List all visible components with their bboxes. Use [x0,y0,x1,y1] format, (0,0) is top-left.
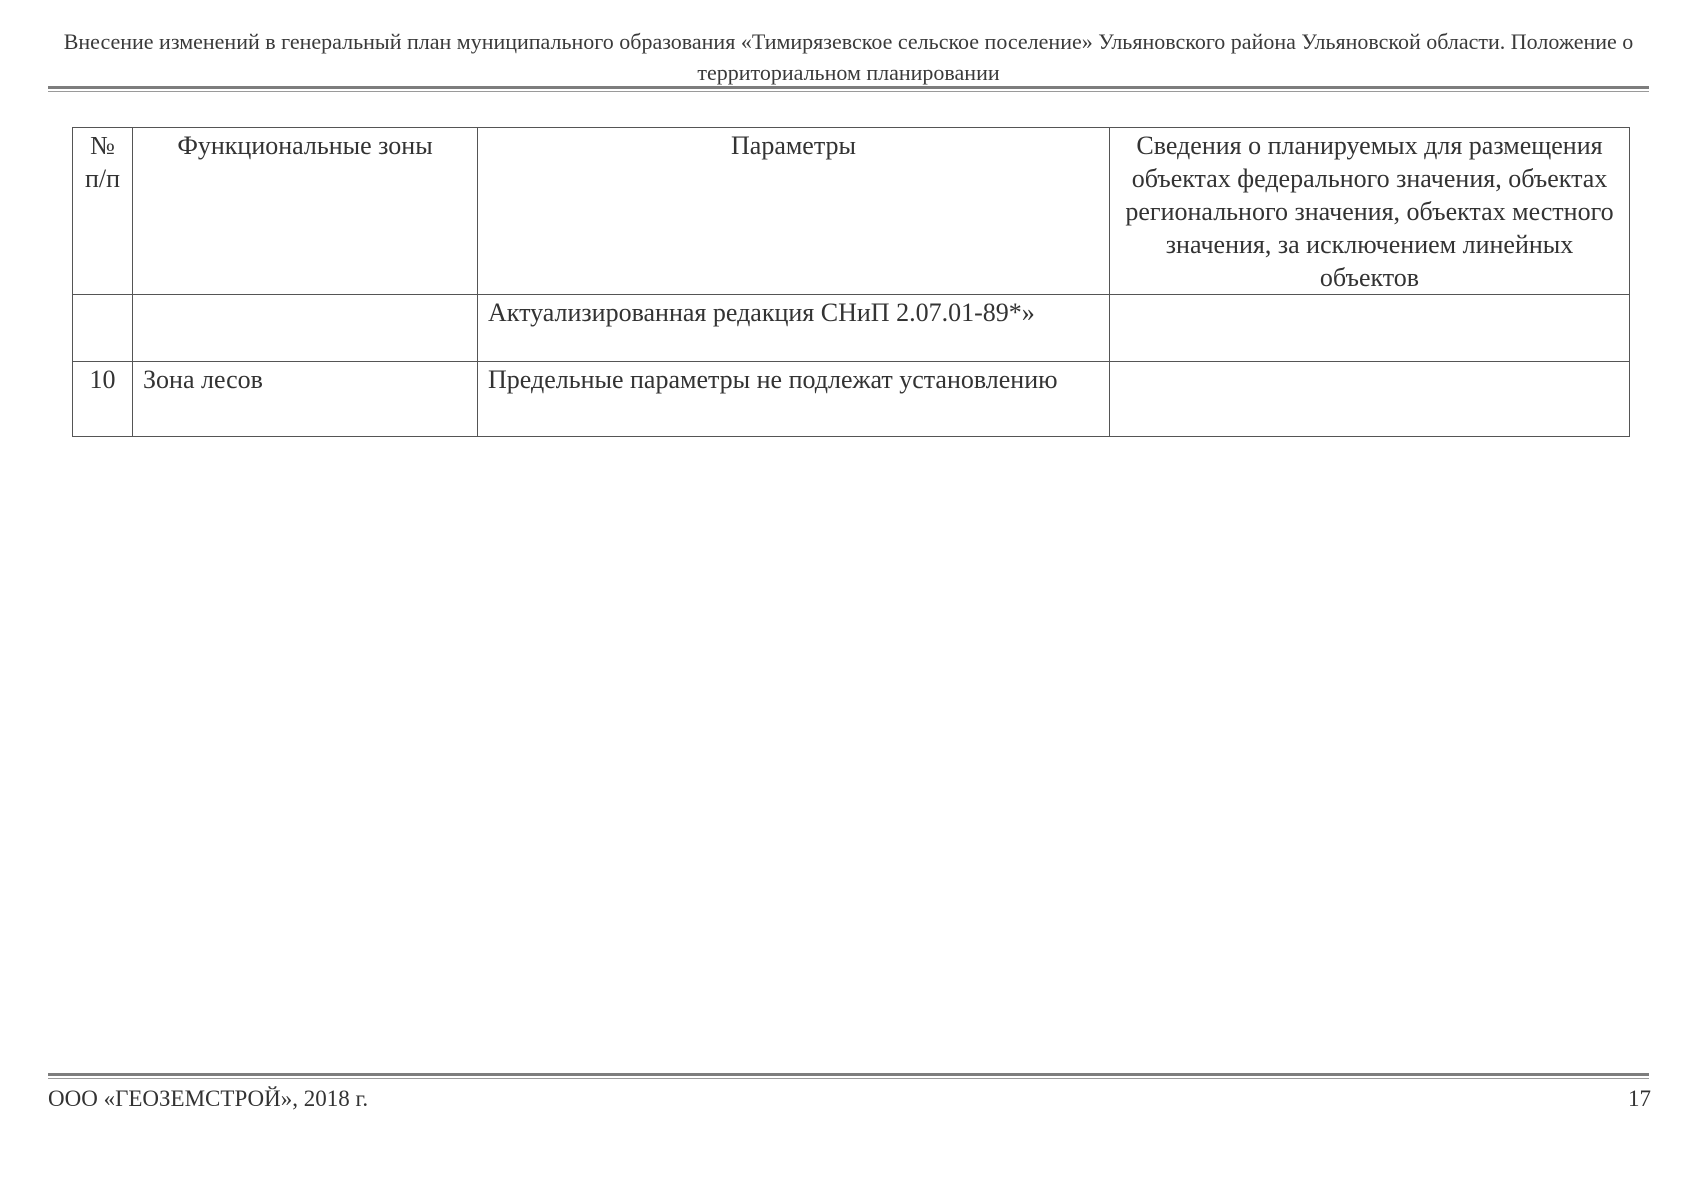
table-row [73,362,1630,437]
column-header-zones: Функциональные зоны [133,128,478,295]
column-header-objects: Сведения о планируемых для размещения объектах федерального значения, объектах регионального значения, объектах местного значения, за исключением линейных объектов [1110,128,1630,295]
zone-cell: Зона лесов [133,362,478,437]
footer-divider [48,1073,1649,1079]
row-number-cell: 10 [73,362,133,437]
footer-company: ООО «ГЕОЗЕМСТРОЙ», 2018 г. [48,1086,369,1111]
objects-cell [1110,295,1630,362]
objects-cell [1110,362,1630,437]
functional-zones-table [72,127,1630,437]
page-number: 17 [1628,1086,1651,1111]
parameters-cell: Актуализированная редакция СНиП 2.07.01-89*» [478,295,1110,362]
zone-cell [133,295,478,362]
row-number-cell [73,295,133,362]
parameters-cell: Предельные параметры не подлежат установлению [478,362,1110,437]
page-header [60,26,1637,88]
table-row [73,295,1630,362]
header-divider [48,86,1649,92]
column-header-number: № п/п [73,128,133,295]
column-header-parameters: Параметры [478,128,1110,295]
document-title: Внесение изменений в генеральный план муниципального образования «Тимирязевское сельское поселение» Ульяновского района Ульяновской области. Положение о территориальном планировании [63,29,1634,85]
table-header-row [73,128,1630,295]
